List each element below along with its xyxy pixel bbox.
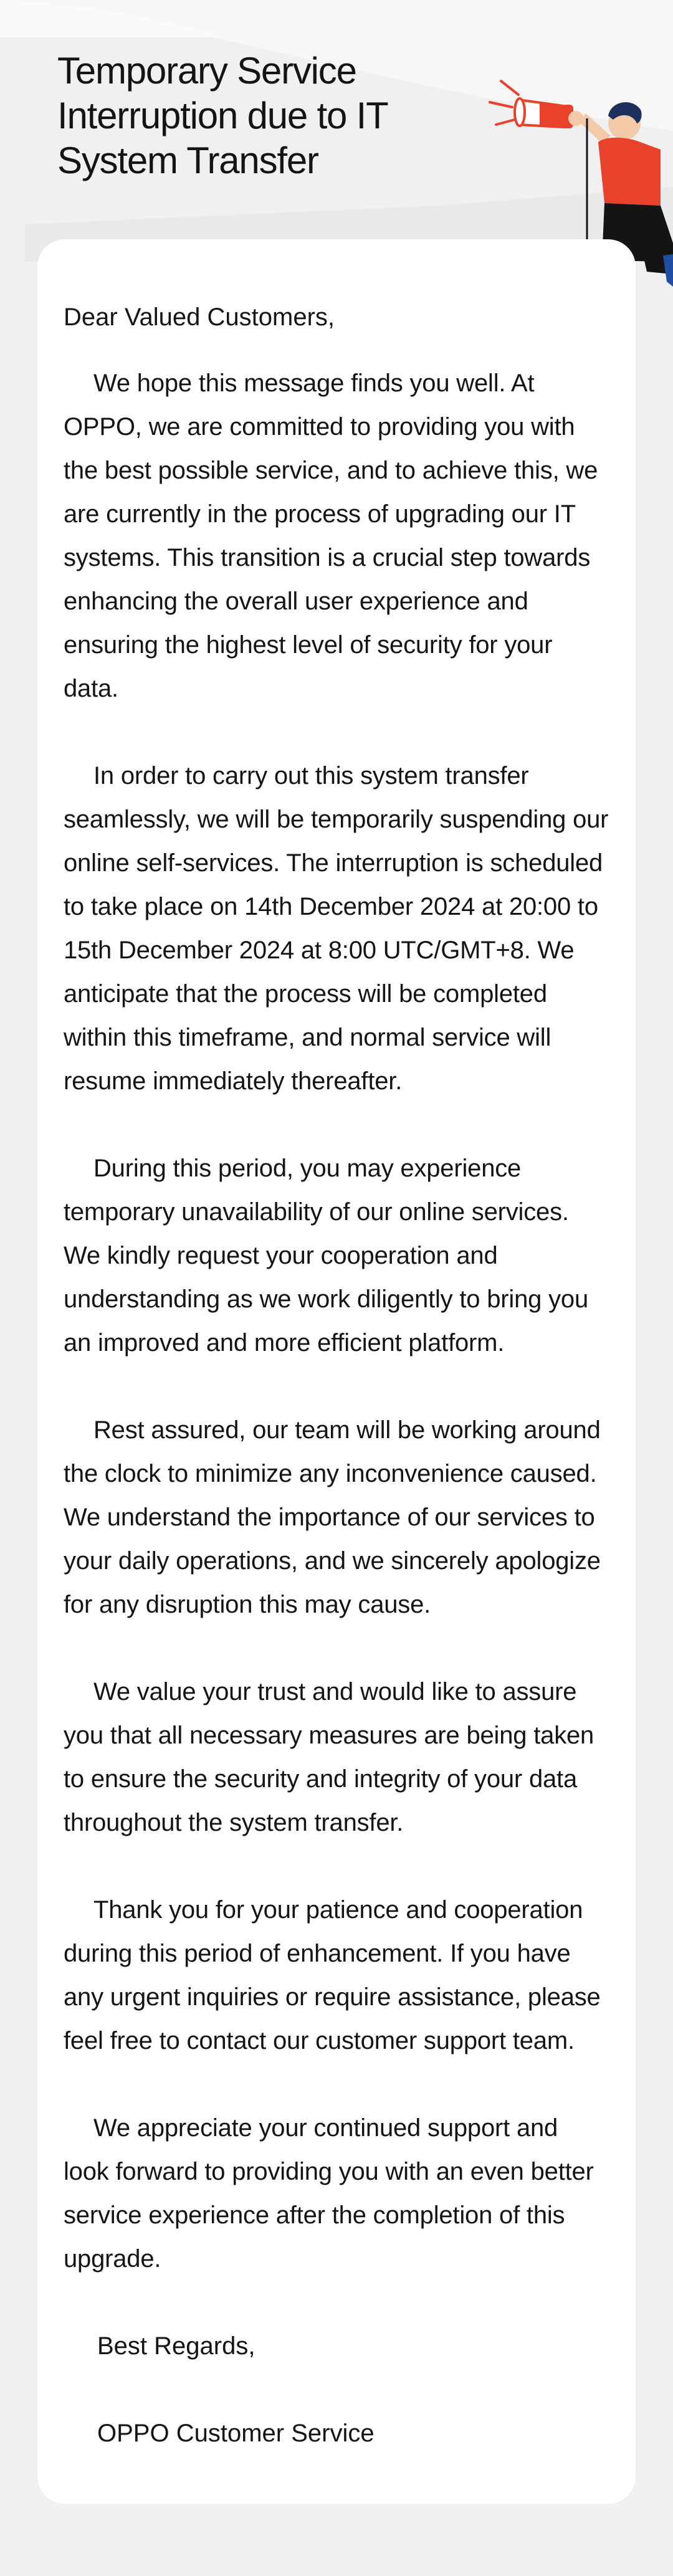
letter-paragraph-4: Rest assured, our team will be working around the clock to minimize any inconvenience caused. We understand the importance of our services to your daily operations, and we sincerely apologize for any disruption this may cause. [64, 1416, 601, 1618]
letter-paragraph-5: We value your trust and would like to assure you that all necessary measures are being taken to ensure the security and integrity of your data throughout the system transfer. [64, 1678, 594, 1836]
letter-paragraph-7: We appreciate your continued support and look forward to providing you with an even better service experience after the completion of this upgrade. [64, 2114, 594, 2273]
letter-paragraph-2: In order to carry out this system transfer seamlessly, we will be temporarily suspending our online self-services. The interruption is scheduled to take place on 14th December 2024 at 20:00 to 15th December 2024 at 8:00 UTC/GMT+8. We anticipate that the process will be completed within this timeframe, and normal service will resume immediately thereafter. [64, 762, 609, 1095]
letter-greeting: Dear Valued Customers, [64, 303, 335, 331]
letter-paragraph-1: We hope this message finds you well. At OPPO, we are committed to providing you with the best possible service, and to achieve this, we are currently in the process of upgrading our IT systems. This transition is a crucial step towards enhancing the overall user experience and ensuring the highest level of security for your data. [64, 370, 598, 702]
page-header [57, 49, 494, 183]
letter-paragraph-3: During this period, you may experience temporary unavailability of our online services. We kindly request your cooperation and understanding as we work diligently to bring you an improved and more efficient platform. [64, 1155, 589, 1357]
letter-closing: Best Regards, [97, 2332, 255, 2360]
letter-signature: OPPO Customer Service [97, 2420, 375, 2447]
letter-paragraph-6: Thank you for your patience and cooperation during this period of enhancement. If you have any urgent inquiries or require assistance, please feel free to contact our customer support team. [64, 1896, 601, 2054]
megaphone-icon [515, 98, 573, 128]
letter-card [37, 239, 636, 2504]
page-title: Temporary Service Interruption due to IT System Transfer [57, 50, 388, 181]
